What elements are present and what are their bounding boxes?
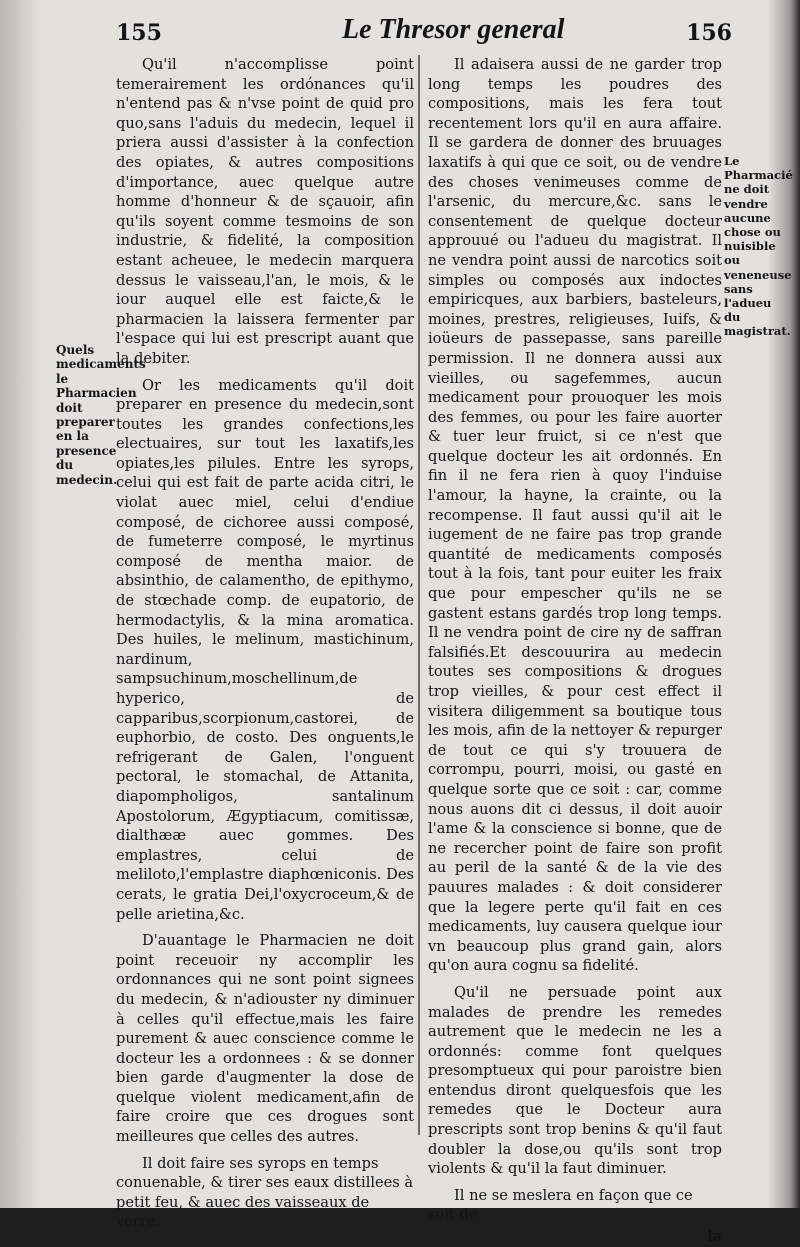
page-edge-left: [0, 0, 40, 1208]
paragraph: Qu'il n'accomplisse point temerairement les ordónances qu'il n'entend pas & n'vse point de quid pro quo,sans l'aduis du medecin, lequel il priera aussi d'assister à la confection des opiates, & autres compositions d'importance, auec quelque autre homme d'honneur & de sçauoir, afin qu'ils soyent comme tesmoins de son industrie, & fidelité, la composition estant acheuee, le medecin marquera dessus le vaisseau,l'an, le mois, & le iour auquel elle est faicte,& le pharmacien la laissera fermenter par l'espace qui lui est prescript auant que la debiter.: [116, 56, 414, 367]
page-number-left: 155: [116, 20, 162, 46]
paragraph: Il doit faire ses syrops en temps conuenable, & tirer ses eaux distillees à petit feu, & auec des vaisseaux de verre.: [116, 1154, 414, 1231]
column-divider: [418, 55, 420, 1135]
paragraph: Or les medicaments qu'il doit preparer en presence du medecin,sont toutes les grandes confections,les electuaires, sur tout les laxatifs,les opiates,les pilules. Entre les syrops, celui qui est fait de parte acida citri, le violat auec miel, celui d'endiue composé, de cichoree aussi composé, de fumeterre composé, le myrtinus composé de mentha maior. de absinthio, de calamentho, de epithymo, de stœchade comp. de eupatorio, de hermodactylis, & la mina aromatica. Des huiles, le melinum, mastichinum, nardinum, sampsuchinum,moschellinum,de hyperico, de capparibus,scorpionum,castorei, de euphorbio, de costo. Des onguents,le refrigerant de Galen, l'onguent pectoral, le stomachal, de Attanita, diapompholigos, santalinum Apostolorum, Ægyptiacum, comitissæ, dialthææ auec gommes. Des emplastres, celui de meliloto,l'emplastre diaphœniconis. Des cerats, le gratia Dei,l'oxycroceum,& de pelle arietina,&c.: [116, 376, 414, 923]
right-column: [428, 55, 722, 1247]
margin-note-left: Quels medicaments le Pharmacien doit preparer en la presence du medecin.: [56, 343, 146, 487]
paragraph: D'auantage le Pharmacien ne doit point receuoir ny accomplir les ordonnances qui ne sont point signees du medecin, & n'adiouster ny diminuer à celles qu'il effectue,mais les faire purement & auec conscience comme le docteur les a ordonnees : & se donner bien garde d'augmenter la dose de quelque violent medicament,afin de faire croire que ces drogues sont meilleures que celles des autres.: [116, 932, 414, 1146]
left-column: [116, 55, 414, 1232]
paragraph: Il ne se meslera en façon que ce soit de: [428, 1186, 693, 1224]
catchword: la: [707, 1228, 722, 1246]
page-number-right: 156: [686, 20, 732, 46]
running-title: Le Thresor general: [342, 14, 565, 45]
paragraph: Qu'il ne persuade point aux malades de prendre les remedes autrement que le medecin ne les a ordonnés: comme font quelques presomptueux qui pour paroistre bien entendus diront quelquesfois que les remedes que le Docteur aura prescripts sont trop benins & qu'il faut doubler la dose,ou qu'ils sont trop violents & qu'il la faut diminuer.: [428, 983, 722, 1178]
paragraph: Il adaisera aussi de ne garder trop long temps les poudres des compositions, mais les fera tout recentement lors qu'il en aura affaire. Il se gardera de donner des bruuages laxatifs à qui que ce soit, ou de vendre des choses venimeuses comme de l'arsenic, du mercure,&c. sans le consentement de quelque docteur approuué ou l'adueu du magistrat. Il ne vendra point aussi de narcotics soit simples ou composés aux indoctes empiricques, aux barbiers, basteleurs, moines, prestres, religieuses, Iuifs, & ioüeurs de passepasse, sans pareille permission. Il ne donnera aussi aux vieilles, ou sagefemmes, aucun medicament pour prouoquer les mois des femmes, ou pour les faire auorter & tuer leur fruict, si ce n'est que quelque docteur les ait ordonnés. En fin il ne fera rien à quoy l'induise l'amour, la hayne, la crainte, ou la recompense. Il faut aussi qu'il ait le iugement de ne faire pas trop grande quantité de medicaments composés tout à la fois, tant pour euiter les fraix que pour empescher qu'ils ne se gastent estans gardés trop long temps. Il ne vendra point de cire ny de saffran falsifiés.Et descouurira au medecin toutes ses compositions & drogues trop vieilles, & pour cest effect il visitera diligemment sa boutique tous les mois, afin de la nettoyer & repurger de tout ce qui s'y trouuera de corrompu, pourri, moisi, ou gasté en quelque sorte que ce soit : car, comme nous auons dit ci dessus, il doit auoir l'ame & la conscience si bonne, que de ne recercher point de faire son profit au peril de la santé & de la vie des pauures malades : & doit considerer que la legere perte qu'il fait en ces medicaments, luy causera quelque iour vn beaucoup plus grand gain, alors qu'on aura cognu sa fidelité.: [428, 56, 722, 975]
margin-note-right: Le Pharmacié ne doit vendre aucune chose ou nuisible ou veneneuse sans l'adueu du magistrat.: [724, 154, 793, 339]
page-header: [112, 14, 732, 54]
